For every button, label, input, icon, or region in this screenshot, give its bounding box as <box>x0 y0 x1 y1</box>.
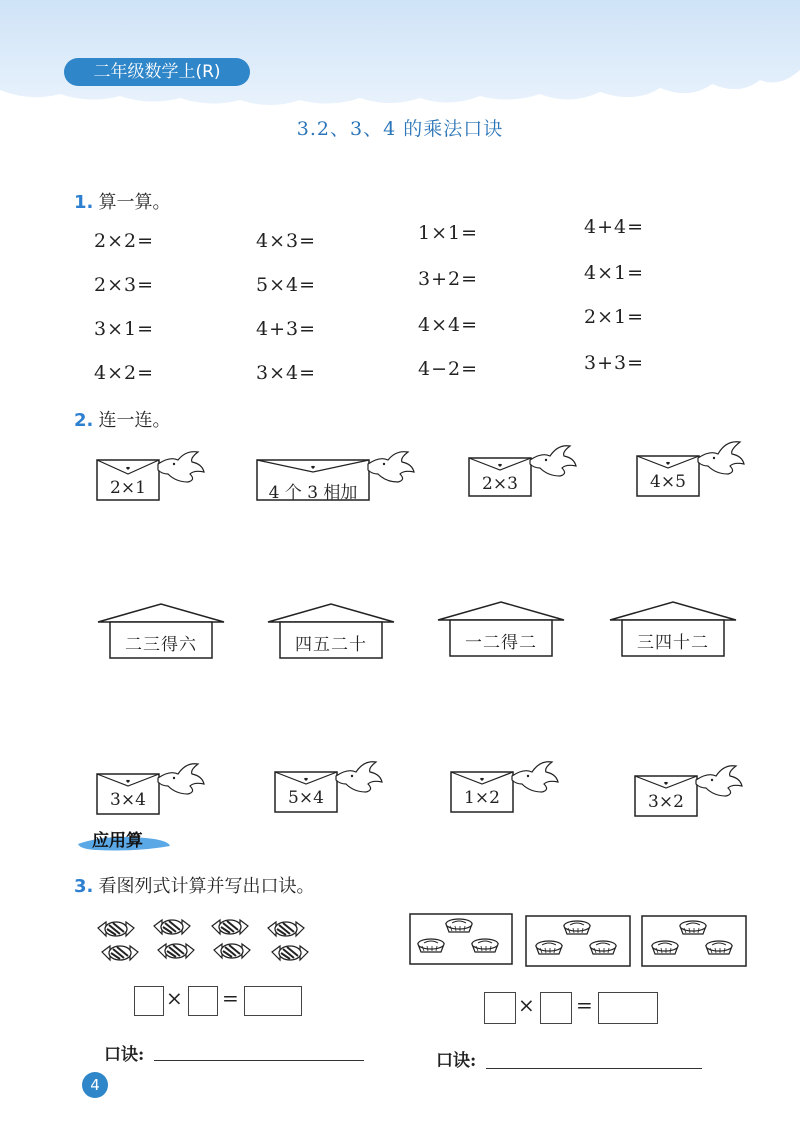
envelope-label: 5×4 <box>288 788 324 808</box>
envelope[interactable] <box>256 446 416 504</box>
q1-expr[interactable]: 3×4= <box>256 362 317 384</box>
equals-sign: = <box>222 986 239 1010</box>
pastry-icon <box>408 912 748 968</box>
candy-icon <box>96 916 326 972</box>
envelope[interactable] <box>468 440 578 498</box>
house-card[interactable] <box>436 600 566 658</box>
product-input-box[interactable] <box>244 986 302 1016</box>
factor-input-box[interactable] <box>484 992 516 1024</box>
section-title: 3.2、3、4 的乘法口诀 <box>296 118 504 140</box>
q1-expr[interactable]: 4−2= <box>418 358 479 380</box>
q1-expr[interactable]: 3+2= <box>418 268 479 290</box>
q1-expr[interactable]: 2×2= <box>94 230 155 252</box>
page-number: 4 <box>82 1072 108 1098</box>
q2-heading <box>74 406 170 432</box>
q1-expr[interactable]: 2×3= <box>94 274 155 296</box>
factor-input-box[interactable] <box>188 986 218 1016</box>
envelope-label: 2×1 <box>110 478 146 498</box>
q1-expr[interactable]: 1×1= <box>418 222 479 244</box>
q3-heading <box>74 872 314 898</box>
q1-title: 算一算。 <box>98 192 171 213</box>
envelope-label: 3×2 <box>648 792 684 812</box>
house-label: 三四十二 <box>637 633 709 653</box>
product-input-box[interactable] <box>598 992 658 1024</box>
factor-input-box[interactable] <box>540 992 572 1024</box>
equals-sign: = <box>576 993 593 1017</box>
section-badge-label: 应用算 <box>92 831 143 851</box>
q1-expr[interactable]: 3×1= <box>94 318 155 340</box>
q1-heading <box>74 188 170 214</box>
envelope-label: 4 个 3 相加 <box>268 483 358 503</box>
q1-expr[interactable]: 4×1= <box>584 262 645 284</box>
rhyme-label: 口诀: <box>436 1051 477 1071</box>
house-card[interactable] <box>96 602 226 660</box>
q1-expr[interactable]: 2×1= <box>584 306 645 328</box>
q1-expr[interactable]: 4×3= <box>256 230 317 252</box>
q1-number: 1. <box>74 192 94 213</box>
times-sign: × <box>166 986 183 1010</box>
house-label: 二三得六 <box>125 635 197 655</box>
q2-number: 2. <box>74 410 94 431</box>
house-card[interactable] <box>266 602 396 660</box>
envelope-label: 4×5 <box>650 472 686 492</box>
q1-expr[interactable]: 5×4= <box>256 274 317 296</box>
q1-expr[interactable]: 3+3= <box>584 352 645 374</box>
envelope-label: 3×4 <box>110 790 146 810</box>
envelope-label: 1×2 <box>464 788 500 808</box>
envelope[interactable] <box>96 758 206 816</box>
q1-expr[interactable]: 4×2= <box>94 362 155 384</box>
envelope-label: 2×3 <box>482 474 518 494</box>
q1-expr[interactable]: 4+4= <box>584 216 645 238</box>
rhyme-answer-line[interactable] <box>154 1060 364 1061</box>
q2-title: 连一连。 <box>98 410 171 431</box>
envelope[interactable] <box>96 448 206 504</box>
grade-badge: 二年级数学上(R) <box>64 58 250 86</box>
envelope[interactable] <box>634 760 744 818</box>
header-cloud-band <box>0 0 800 110</box>
envelope[interactable] <box>450 756 560 814</box>
factor-input-box[interactable] <box>134 986 164 1016</box>
rhyme-answer-line[interactable] <box>486 1068 702 1069</box>
house-label: 四五二十 <box>295 635 367 655</box>
envelope[interactable] <box>274 756 384 814</box>
q3-title: 看图列式计算并写出口诀。 <box>98 876 315 897</box>
house-card[interactable] <box>608 600 738 658</box>
q3-number: 3. <box>74 876 94 897</box>
rhyme-label: 口诀: <box>104 1045 145 1065</box>
house-label: 一二得二 <box>465 633 537 653</box>
q1-expr[interactable]: 4×4= <box>418 314 479 336</box>
times-sign: × <box>518 993 535 1017</box>
q1-expr[interactable]: 4+3= <box>256 318 317 340</box>
envelope[interactable] <box>636 438 746 498</box>
